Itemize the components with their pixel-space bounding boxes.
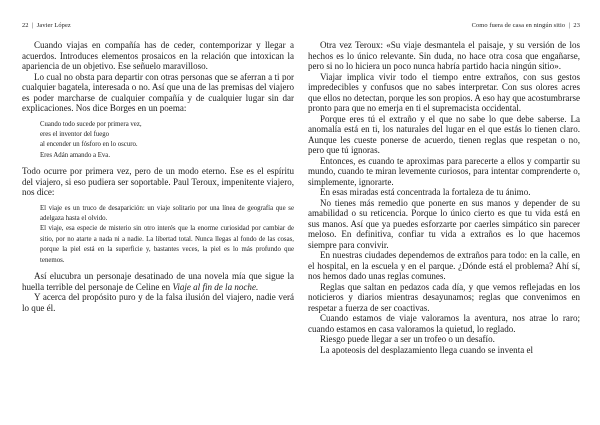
poem-line: al encender un fósforo en lo oscuro. [40, 141, 138, 149]
poem-line: Cuando todo sucede por primera vez, [40, 120, 142, 128]
paragraph: Otra vez Teroux: «Su viaje desmantela el paisaje, y su versión de los hechos es lo único relevante. Sin duda, no hace otra cosa que engañarse, pero si no lo hiciera un poco nunca habría partido hacia ningún sitio». [308, 40, 580, 71]
paragraph: No tienes más remedio que ponerte en sus manos y depender de su amabilidad o su reticencia. Porque lo único cierto es que tu vida está en sus manos. Así que ya puedes esforzarte por caerles simpático sin parecer meloso. En definitiva, confiar tu vida a extraños es lo que hacemos siempre para convivir. [308, 197, 580, 250]
paragraph: Viajar implica vivir todo el tiempo entre extraños, con sus gestos impredecibles y confusos que no sabes interpretar. Con sus olores acres que ellos no detectan, porque les son propios. A eso hay que acostumbrarse pronto para que no emerja en ti el supremacista occidental. [308, 71, 580, 113]
book-title: Viaje al fin de la noche. [172, 281, 259, 292]
paragraph: Todo ocurre por primera vez, pero de un modo eterno. Ese es el espíritu del viajero, si eso pudiera ser soportable. Paul Teroux, impenitente viajero, nos dice: [22, 166, 294, 198]
block-quote [40, 204, 294, 266]
paragraph: Porque eres tú el extraño y el que no sabe lo que debe saberse. La anomalía está en ti, los naturales del lugar en el que estás lo tienen claro. Aunque les cueste ponerse de acuerdo, tienen reglas que respetan o no, pero que tú ignoras. [308, 113, 580, 155]
author-name: Javier López [36, 22, 71, 29]
chapter-title: Como fuera de casa en ningún sitio [471, 22, 566, 29]
poem-quote [40, 120, 294, 162]
paragraph-text: Así elucubra un personaje desatinado de una novela mía que sigue la huella terrible del personaje de Celine en [22, 271, 294, 292]
paragraph: La apoteosis del desplazamiento llega cuando se inventa el [320, 344, 534, 355]
right-page-number: 23 [573, 22, 580, 29]
left-page-body [22, 40, 294, 313]
paragraph: Y acerca del propósito puro y de la falsa ilusión del viajero, nadie verá lo que él. [22, 292, 294, 313]
quote-paragraph: El viaje es un truco de desaparición: un viaje solitario por una línea de geografía que se adelgaza hasta el olvido. [40, 204, 294, 223]
paragraph: Reglas que saltan en pedazos cada día, y que vemos reflejadas en los noticieros y diarios mientras desayunamos; reglas que convenimos en respetar a fuerza de ser coactivas. [308, 281, 580, 313]
poem-line: Eres Adán amando a Eva. [40, 151, 111, 159]
left-page-number: 22 [22, 22, 29, 29]
paragraph: Entonces, es cuando te aproximas para parecerte a ellos y compartir su mundo, cuando te miran levemente curiosos, para intentar comprenderte o, simplemente, ignorarte. [308, 155, 580, 187]
paragraph: En nuestras ciudades dependemos de extraños para todo: en la calle, en el hospital, en la escuela y en el parque. ¿Dónde está el problema? Ahí sí, nos hemos dado unas reglas comunes. [308, 250, 580, 281]
paragraph: Cuando viajas en compañía has de ceder, contemporizar y llegar a acuerdos. Introduces elementos prosaicos en la relación que intoxican la apariencia de un objetivo. Ese señuelo maravilloso. [22, 40, 294, 71]
paragraph: Riesgo puede llegar a ser un trofeo o un desafío. [320, 334, 495, 344]
poem-line: eres el inventor del fuego [40, 130, 110, 138]
quote-paragraph: El viaje, esa especie de misterio sin otro interés que la enorme curiosidad por cambiar de sitio, por no atarte a nada ni a nadie. La libertad total. Nunca llegas al fondo de las cosas, porque la piel está en la superficie y, bastantes veces, la piel es lo más profundo que tenemos. [40, 225, 294, 264]
paragraph: En esas miradas está concentrada la fortaleza de tu ánimo. [320, 187, 531, 197]
right-header-separator: | [568, 22, 570, 29]
paragraph: Lo cual no obsta para departir con otras personas que se aferran a ti por cualquier bagatela, interesada o no. Así que una de las premisas del viajero es poder marcharse de cualquier compañía y de cualquier lugar sin dar explicaciones. Nos dice Borges en un poema: [22, 71, 294, 113]
left-header-separator: | [32, 22, 34, 29]
right-page-body [308, 40, 580, 355]
paragraph [22, 271, 294, 292]
paragraph: Cuando estamos de viaje valoramos la aventura, nos atrae lo raro; cuando estamos en casa valoramos la quietud, lo reglado. [308, 313, 580, 334]
